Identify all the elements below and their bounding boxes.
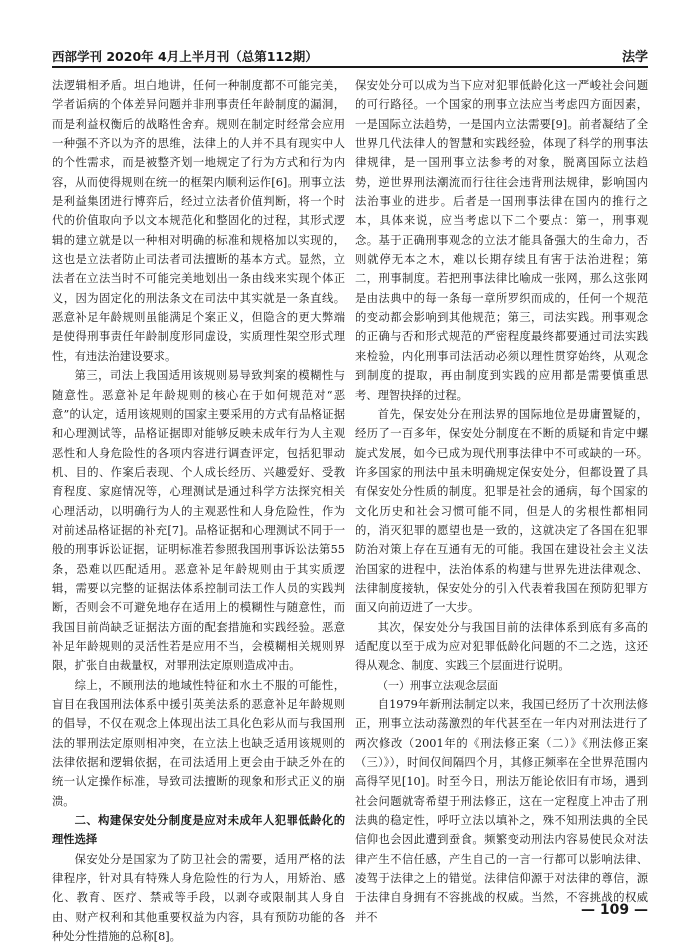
paragraph: 首先，保安处分在刑法界的国际地位是毋庸置疑的，经历了一百多年，保安处分制度在不断的质疑和肯定中螺旋式发展，如今已成为现代刑事法律中不可或缺的一环。许多国家的刑法中虽未明确规定保安处分，但都设置了具有保安处分性质的制度。犯罪是社会的通病，每个国家的文化历史和社会习惯可能不同，但是人的劣根性都相同的，消灭犯罪的愿望也是一致的，这就决定了各国在犯罪防治对策上存在互通有无的可能。我国在建设社会主义法治国家的进程中，法治体系的构建与世界先进法律观念、法律制度接轨，保安处分的引入代表着我国在预防犯罪方面又向前迈进了一大步。 bbox=[355, 407, 648, 615]
section-label: 法学 bbox=[621, 50, 648, 65]
subsection-heading: （一）刑事立法观念层面 bbox=[377, 678, 498, 692]
paragraph: 自1979年新刑法制定以来，我国已经历了十次刑法修正，刑事立法动荡激烈的年代甚至在一年内对刑法进行了两次修改（2001年的《刑法修正案（二）》《刑法修正案（三）》），时间仅间隔四个月，其修正频率在全世界范围内高得罕见[10]。时至今日，刑法万能论依旧有市场，遇到社会问题就寄希望于刑法修正，这在一定程度上冲击了刑法典的稳定性，呼吁立法以填补之，殊不知刑法典的全民信仰也会因此遭到蚕食。频繁变动刑法内容易使民众对法律产生不信任感，产生自己的一言一行都可以影响法律、凌驾于法律之上的错觉。法律信仰源于对法律的尊信，源于法律自身拥有不容挑战的权威。当然，不容挑战的权威并不 bbox=[355, 698, 648, 924]
running-header bbox=[52, 44, 648, 68]
paragraph: 综上，不顾刑法的地域性特征和水土不服的可能性，盲目在我国刑法体系中援引英美法系的恶意补足年龄规则的倡导，不仅在观念上体现出法工具化色彩从而与我国刑法的罪刑法定原则相冲突，在立法上也缺乏适用该规则的法律依据和逻辑依据，在司法适用上更会由于缺乏外在的统一认定操作标准，导致司法擅断的现象和形式正义的崩溃。 bbox=[52, 678, 345, 808]
journal-title: 西部学刊 2020年 4月上半月刊（总第112期） bbox=[52, 49, 318, 64]
left-column bbox=[52, 76, 345, 946]
paragraph: 法逻辑相矛盾。坦白地讲，任何一种制度都不可能完美，学者诟病的个体差异问题并非刑事责任年龄制度的漏洞，而是利益权衡后的战略性舍弃。规则在制定时经常会应用一种强不齐以为齐的思维，法律上的人并不具有现实中人的个性需求，而是被整齐划一地规定了行为方式和行为内容，从而使得规则在统一的框架内顺利运作[6]。刑事立法是利益集团进行博弈后，经过立法者价值判断，将一个时代的价值取向予以文本规范化和整固化的过程，其形式逻辑的建立就是以一种相对明确的标准和规格加以实现的，这也是立法者防止司法者司法擅断的基本方式。显然，立法者在立法当时不可能完美地划出一条由线来实现个体正义，因为固定化的刑法条文在司法中其实就是一条直线。恶意补足年龄规则虽能满足个案正义，但隐含的更大弊端是使得刑事责任年龄制度形同虚设，实质理性架空形式理性，有违法治建设要求。 bbox=[52, 79, 345, 363]
paragraph: 其次，保安处分与我国目前的法律体系到底有多高的适配度以至于成为应对犯罪低龄化问题的不二之选，这还得从观念、制度、实践三个层面进行说明。 bbox=[355, 620, 648, 673]
paragraph: 保安处分是国家为了防卫社会的需要，适用严格的法律程序，针对具有特殊人身危险性的行为人，用矫治、感化、教育、医疗、禁戒等手段，以剥夺或限制其人身自由、财产权利和其他重要权益为内容，具有预防功能的各种处分性措施的总称[8]。 bbox=[52, 852, 345, 944]
paragraph: 第三，司法上我国适用该规则易导致判案的模糊性与随意性。恶意补足年龄规则的核心在于如何规范对“恶意”的认定，适用该规则的国家主要采用的方式有品格证据和心理测试等，品格证据即对能够反映未成年行为人主观恶性和人身危险性的各项内容进行调查评定，包括犯罪动机、目的、作案后表现、个人成长经历、兴趣爱好、受教育程度、家庭情况等，心理测试是通过科学方法探究相关心理活动，以明确行为人的主观恶性和人身危险性，作为对前述品格证据的补充[7]。品格证据和心理测试不同于一般的刑事诉讼证据，证明标准若参照我国刑事诉讼法第55条，恐难以匹配适用。恶意补足年龄规则由于其实质逻辑，需要以完整的证据法体系控制司法工作人员的实践判断，否则会不可避免地存在适用上的模糊性与随意性，而我国目前尚缺乏证据法方面的配套措施和实践经验。恶意补足年龄规则的灵活性若是应用不当，会模糊相关规则界限，扩张自由裁量权，对罪刑法定原则造成冲击。 bbox=[52, 369, 345, 673]
right-column bbox=[355, 76, 648, 927]
paragraph: 保安处分可以成为当下应对犯罪低龄化这一严峻社会问题的可行路径。一个国家的刑事立法应当考虑四方面因素，一是国际立法趋势，一是国内立法需要[9]。前者凝结了全世界几代法律人的智慧和实践经验，体现了科学的刑事法律规律，是一国刑事立法参考的对象，脱离国际立法趋势，逆世界刑法潮流而行往往会违背刑法规律，影响国内法治事业的进步。后者是一国刑事法律在国内的推行之本，具体来说，应当考虑以下二个要点：第一，刑事观念。基于正确刑事观念的立法才能具备强大的生命力，否则就停无本之木，难以长期存续且有害于法治进程；第二，刑事制度。若把刑事法律比喻成一张网，那么这张网是由法典中的每一条每一章所罗织而成的，任何一个规范的变动都会影响到其他规范；第三，司法实践。刑事观念的正确与否和形式规范的严密程度最终都要通过司法实践来检验，内化刑事司法活动必须以理性贯穿始终，从观念到制度的提取，再由制度到实践的应用都是需要慎重思考、理智抉择的过程。 bbox=[355, 79, 648, 402]
page-number: — 109 — bbox=[581, 902, 648, 918]
section-heading: 二、构建保安处分制度是应对未成年人犯罪低龄化的理性选择 bbox=[52, 814, 345, 847]
